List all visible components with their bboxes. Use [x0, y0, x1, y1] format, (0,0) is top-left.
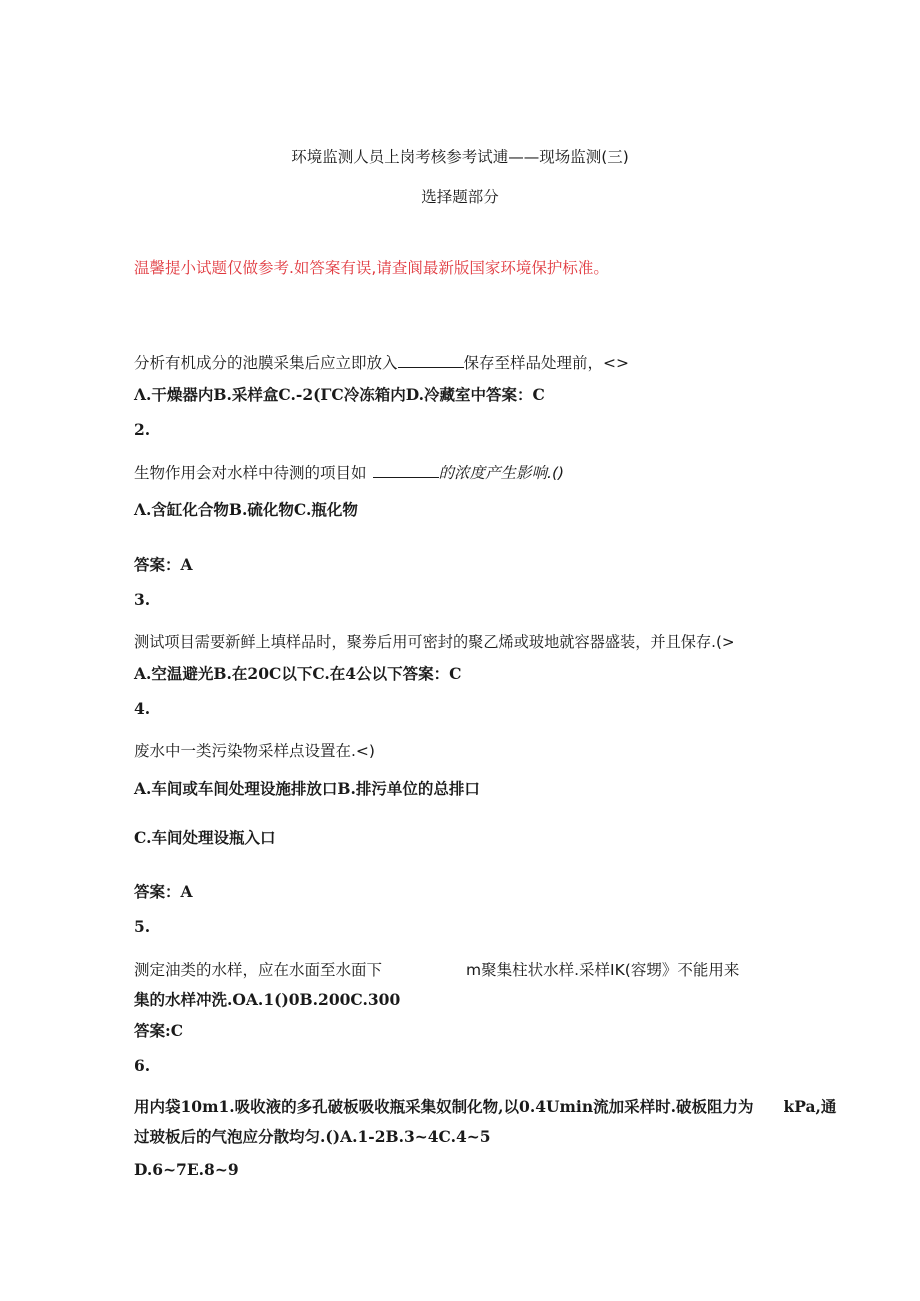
question-options: A.空温避光B.在20C以下C.在4公以下答案：C — [134, 664, 462, 683]
section-heading: 选择题部分 — [421, 188, 499, 206]
question-number: 6. — [134, 1056, 151, 1075]
question-stem — [134, 960, 739, 980]
question-options: A.车间或车间处理设施排放口B.排污单位的总排口 — [134, 779, 480, 798]
question-options: Λ.干燥器内B.采样盒C.-2(ΓC冷冻箱内D.冷藏室中答案：C — [134, 385, 545, 404]
question-stem-part: 测定油类的水样，应在水面至水面下 — [134, 961, 383, 979]
question-number: 3. — [134, 590, 151, 609]
question-stem-part: 分析有机成分的池膜采集后应立即放入 — [134, 354, 398, 372]
question-options: D.6~7E.8~9 — [134, 1160, 239, 1179]
question-stem-part: 的浓度产生影响.() — [438, 464, 565, 482]
question-stem-part: 生物作用会对水样中待测的项目如 — [134, 464, 367, 482]
question-stem-continued: 集的水样冲洗.OA.1()0B.200C.300 — [134, 990, 401, 1009]
question-answer: 答案：A — [134, 882, 193, 901]
notice-text: 温馨提小试题仅做参考.如答案有误,请查阆最新版国家环境保护标准。 — [134, 259, 609, 277]
question-answer: 答案:C — [134, 1021, 184, 1040]
question-number: 5. — [134, 917, 151, 936]
question-stem — [134, 1097, 836, 1117]
question-stem — [134, 463, 564, 483]
question-options: Λ.含缸化合物B.硫化物C.瓶化物 — [134, 500, 358, 519]
question-stem-part: m聚集柱状水样.采样IK(容甥》不能用来 — [466, 961, 740, 979]
answer-blank — [373, 463, 439, 478]
question-stem: 废水中一类污染物采样点设置在.<) — [134, 742, 375, 760]
question-stem-part: 保存至样品处理前，<> — [463, 354, 629, 372]
question-stem-continued: 过玻板后的气泡应分散均匀.()A.1-2B.3~4C.4~5 — [134, 1127, 491, 1146]
question-number: 2. — [134, 420, 151, 439]
answer-blank — [398, 353, 464, 368]
question-options: C.车间处理设瓶入口 — [134, 828, 276, 847]
question-stem — [134, 353, 629, 373]
page-title: 环境监测人员上岗考核参考试逋——现场监测(三) — [291, 148, 629, 166]
question-number: 4. — [134, 699, 151, 718]
question-stem-part: 用内袋10m1.吸收液的多孔破板吸收瓶采集奴制化物,以0.4Umin流加采样时.破板阻力为 — [134, 1097, 754, 1116]
question-stem-part: kPa,通 — [783, 1097, 837, 1116]
question-answer: 答案：A — [134, 555, 193, 574]
question-stem: 测试项目需要新鲜上填样品时，聚劵后用可密封的聚乙烯或玻地就容器盛装，并且保存.(> — [134, 633, 735, 651]
